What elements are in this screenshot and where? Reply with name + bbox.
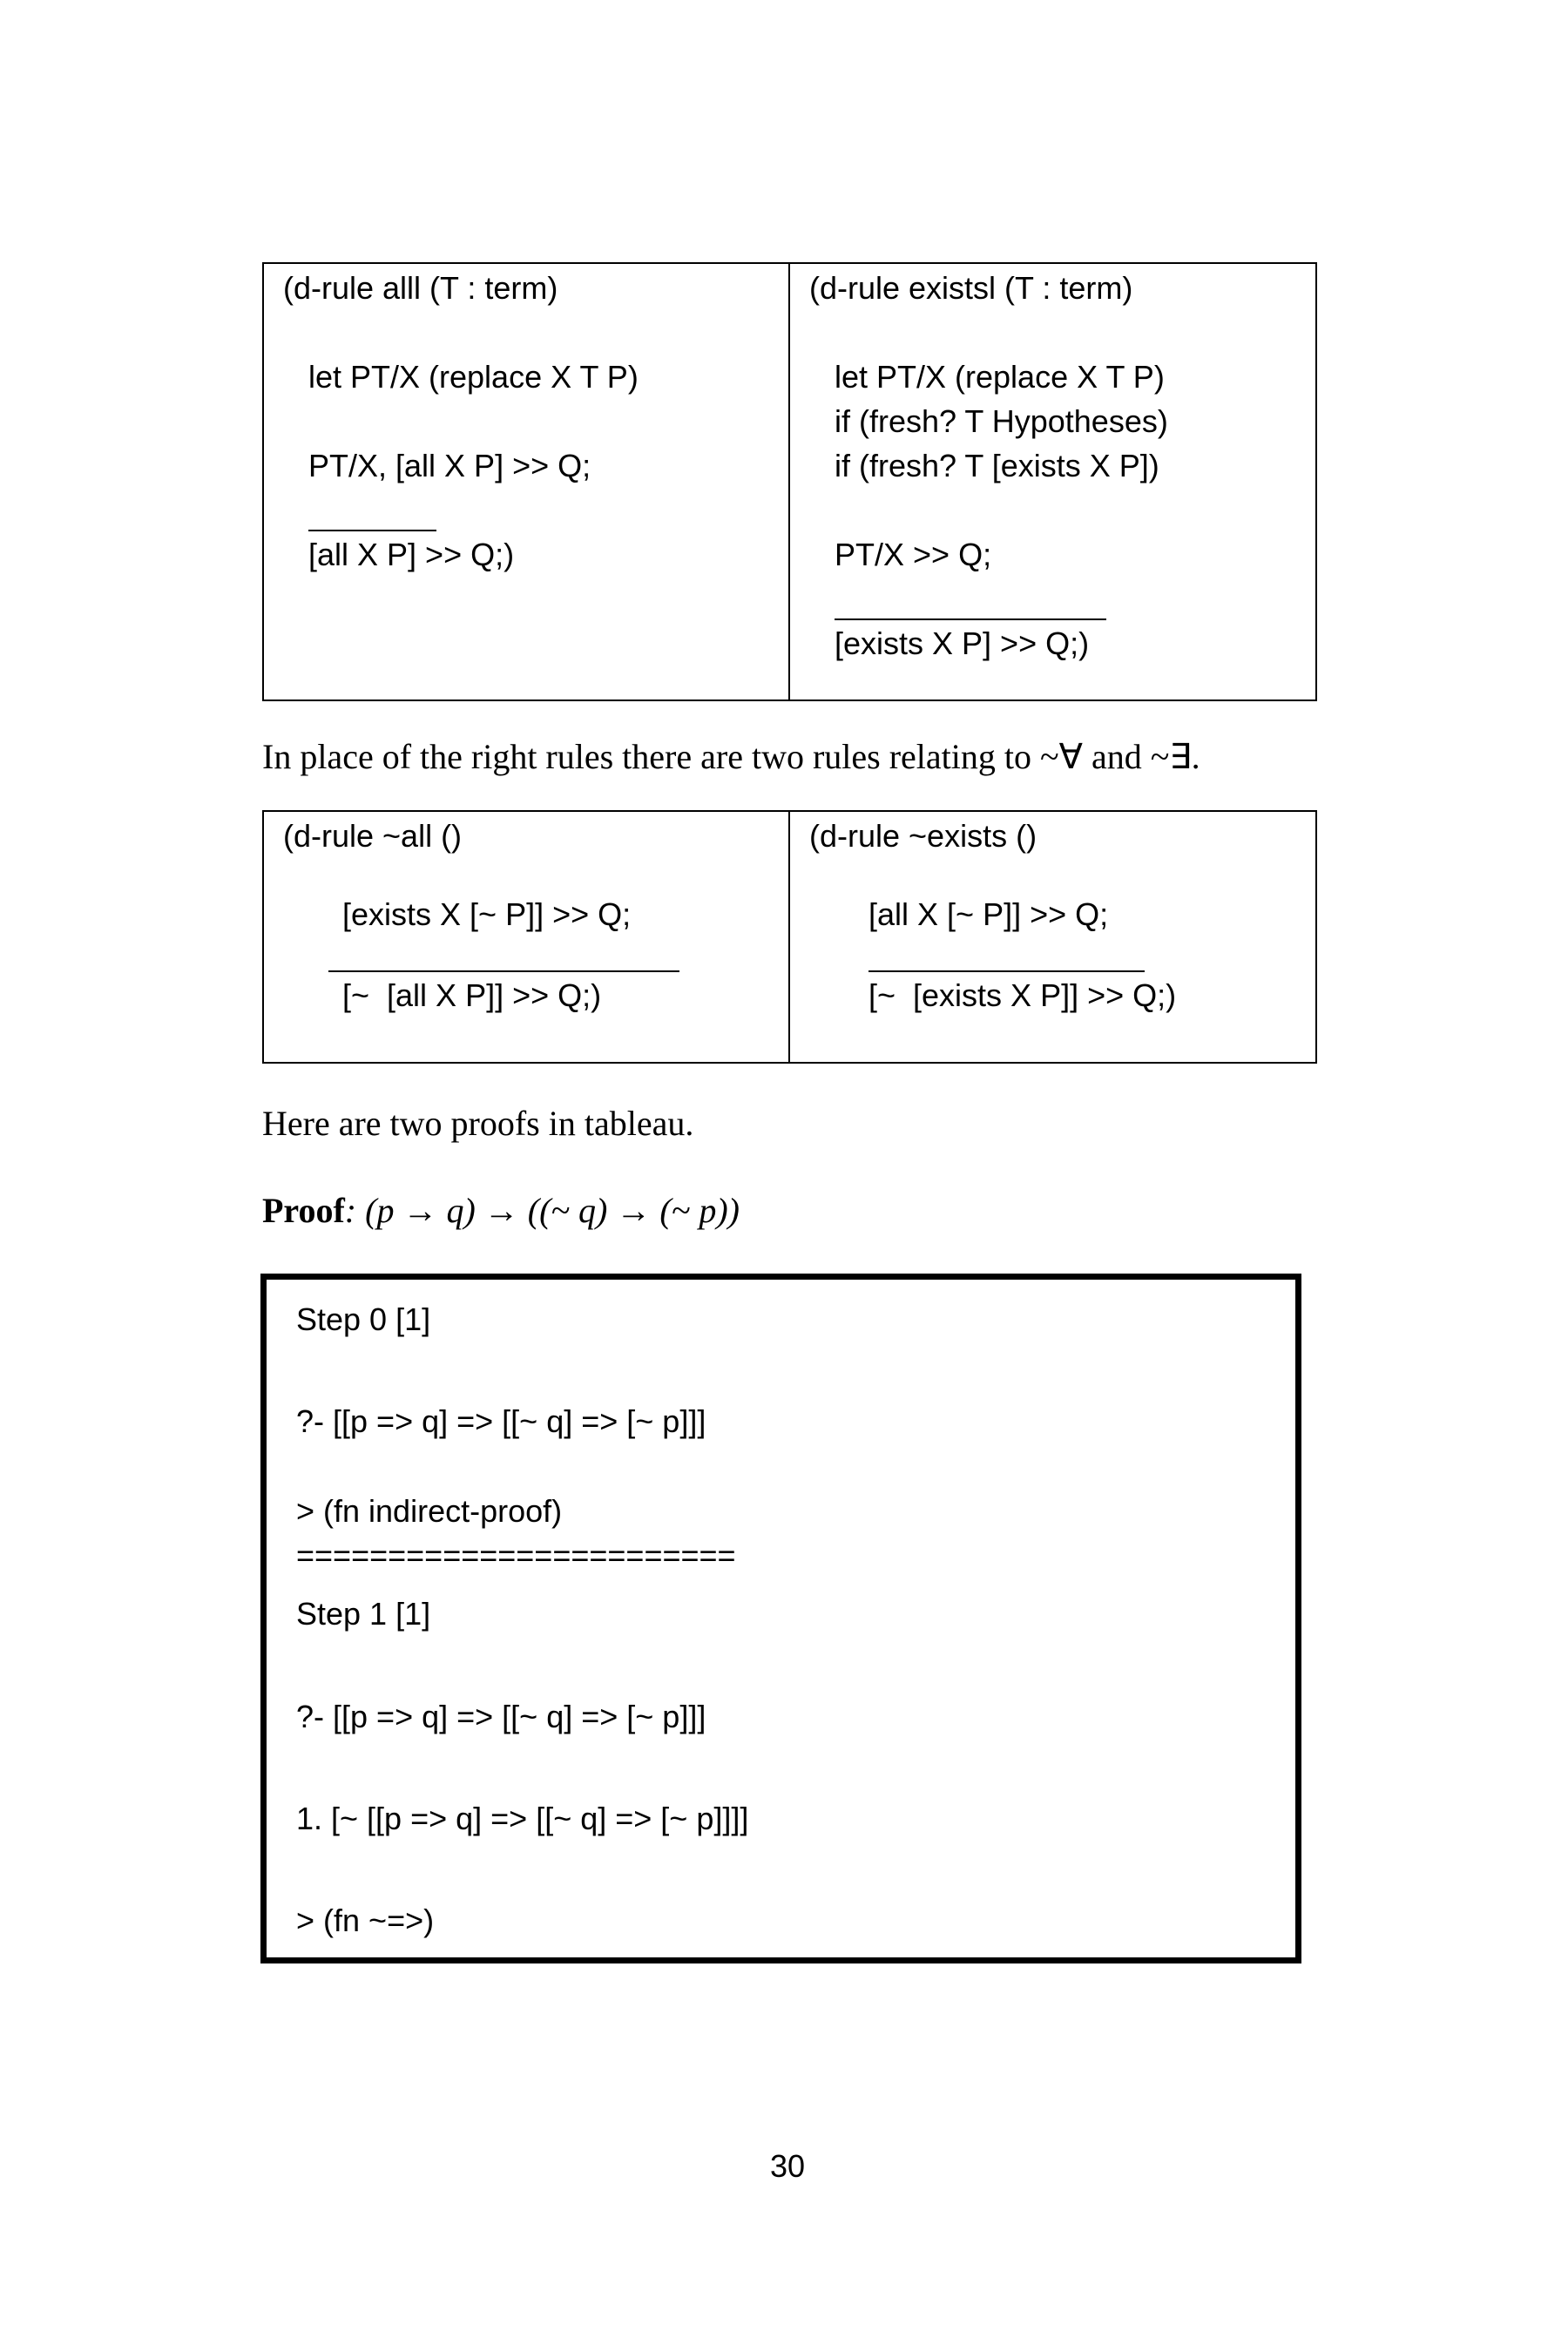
body-paragraph: In place of the right rules there are two rules relating to ~∀ and ~∃. <box>262 737 1200 776</box>
body-paragraph: Here are two proofs in tableau. <box>262 1104 694 1143</box>
rule-cell-existsl <box>789 263 1316 700</box>
rule-let-line: let PT/X (replace X T P) <box>835 359 1165 395</box>
step-label: Step 0 [1] <box>296 1301 431 1337</box>
command-line: > (fn ~=>) <box>296 1903 435 1938</box>
page-number: 30 <box>769 2148 806 2184</box>
inference-line <box>835 618 1106 620</box>
rule-header: (d-rule existsl (T : term) <box>809 270 1133 306</box>
d-rule-table-quantifiers <box>262 262 1317 701</box>
inference-line <box>308 530 436 531</box>
rule-condition: if (fresh? T [exists X P]) <box>835 448 1159 483</box>
rule-cell-not-exists <box>789 811 1316 1063</box>
proof-label: Proof <box>262 1191 345 1230</box>
rule-header: (d-rule ~all () <box>283 818 463 854</box>
inference-line <box>328 970 679 972</box>
rule-header: (d-rule alll (T : term) <box>283 270 558 306</box>
rule-conclusion: [~ [all X P]] >> Q;) <box>342 977 602 1013</box>
rule-premise: [all X [~ P]] >> Q; <box>868 896 1109 932</box>
rule-premise: PT/X, [all X P] >> Q; <box>308 448 591 483</box>
rule-header: (d-rule ~exists () <box>809 818 1037 854</box>
rule-let-line: let PT/X (replace X T P) <box>308 359 639 395</box>
rule-premise: [exists X [~ P]] >> Q; <box>342 896 632 932</box>
proof-transcript-box <box>260 1274 1301 1963</box>
rule-conclusion: [all X P] >> Q;) <box>308 537 515 572</box>
rule-conclusion: [exists X P] >> Q;) <box>835 625 1090 661</box>
goal-line: ?- [[p => q] => [[~ q] => [~ p]]] <box>296 1699 706 1734</box>
proof-heading <box>262 1190 740 1231</box>
step-label: Step 1 [1] <box>296 1596 431 1632</box>
rule-cell-alll <box>263 263 789 700</box>
proof-formula: : (p → q) → ((~ q) → (~ p)) <box>344 1191 740 1230</box>
d-rule-table-negated-quantifiers <box>262 810 1317 1064</box>
rule-conclusion: [~ [exists X P]] >> Q;) <box>868 977 1177 1013</box>
separator-line: ======================== <box>296 1538 736 1573</box>
rule-premise: PT/X >> Q; <box>835 537 992 572</box>
goal-line: ?- [[p => q] => [[~ q] => [~ p]]] <box>296 1403 706 1439</box>
rule-cell-not-all <box>263 811 789 1063</box>
inference-line <box>868 970 1145 972</box>
hypothesis-line: 1. [~ [[p => q] => [[~ q] => [~ p]]]] <box>296 1801 749 1836</box>
rule-condition: if (fresh? T Hypotheses) <box>835 403 1168 439</box>
command-line: > (fn indirect-proof) <box>296 1493 563 1529</box>
